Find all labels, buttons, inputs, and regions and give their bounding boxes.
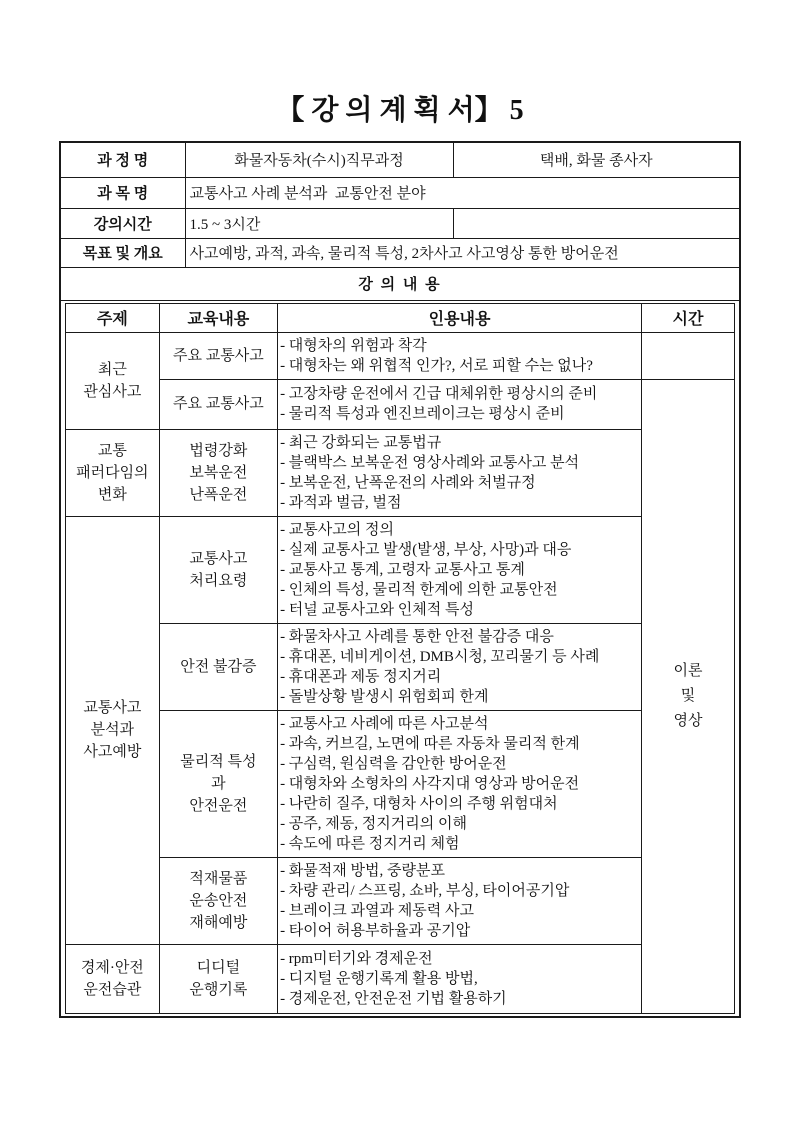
citation-cell: - 화물적재 방법, 중량분포 - 차량 관리/ 스프링, 쇼바, 부싱, 타이어공기압 - 브레이크 과열과 제동력 사고 - 타이어 허용부하율과 공기압 xyxy=(278,857,642,944)
table-row xyxy=(66,332,735,379)
education-cell: 주요 교통사고 xyxy=(159,379,277,429)
detail-header-row xyxy=(66,303,735,332)
citation-cell: - 화물차사고 사례를 통한 안전 불감증 대응 - 휴대폰, 네비게이션, DMB시청, 꼬리물기 등 사례 - 휴대폰과 제동 정지거리 - 돌발상황 발생시 위험회피 한계 xyxy=(278,623,642,710)
citation-header: 인용내용 xyxy=(278,303,642,332)
lecture-time-extra-cell xyxy=(453,208,740,238)
subject-name-value: 교통사고 사례 분석과 교통안전 분야 xyxy=(185,177,740,208)
citation-cell: - 교통사고 사례에 따른 사고분석 - 과속, 커브길, 노면에 따른 자동차 물리적 한계 - 구심력, 원심력을 감안한 방어운전 - 대형차와 소형차의 사각지대 영상과 방어운전 - 나란히 질주, 대형차 사이의 주행 위험대처 - 공주, 제동, 정지거리의 이해 - 속도에 따른 정지거리 체험 xyxy=(278,710,642,857)
table-row xyxy=(66,944,735,1013)
time-empty-cell xyxy=(642,332,735,379)
subject-name-row xyxy=(60,177,740,208)
education-cell: 주요 교통사고 xyxy=(159,332,277,379)
goal-overview-label: 목표 및 개요 xyxy=(60,238,185,267)
topic-cell-recent-accidents: 최근 관심사고 xyxy=(66,332,160,429)
lecture-time-row xyxy=(60,208,740,238)
lecture-content-header-row xyxy=(60,267,740,300)
citation-cell: - 교통사고의 정의 - 실제 교통사고 발생(발생, 부상, 사망)과 대응 - 교통사고 통계, 고령자 교통사고 통계 - 인체의 특성, 물리적 한계에 의한 교통안전 - 터널 교통사고와 인체적 특성 xyxy=(278,516,642,623)
education-cell: 디디털 운행기록 xyxy=(159,944,277,1013)
lecture-plan-table xyxy=(59,141,741,1018)
course-name-label: 과 정 명 xyxy=(60,142,185,177)
page-title: 【 강 의 계 획 서】 5 xyxy=(276,95,524,126)
topic-cell-accident-analysis: 교통사고 분석과 사고예방 xyxy=(66,516,160,944)
time-note-cell: 이론 및 영상 xyxy=(642,379,735,1013)
course-name-value: 화물자동차(수시)직무과정 xyxy=(185,142,453,177)
education-cell: 안전 불감증 xyxy=(159,623,277,710)
table-row xyxy=(66,379,735,429)
table-row xyxy=(66,710,735,857)
topic-header: 주제 xyxy=(66,303,160,332)
table-row xyxy=(66,623,735,710)
course-audience-value: 택배, 화물 종사자 xyxy=(453,142,740,177)
course-name-row xyxy=(60,142,740,177)
subject-name-label: 과 목 명 xyxy=(60,177,185,208)
time-header: 시간 xyxy=(642,303,735,332)
table-row xyxy=(66,429,735,516)
lecture-content-header: 강 의 내 용 xyxy=(60,267,740,300)
lecture-content-body-row xyxy=(60,300,740,1017)
table-row xyxy=(66,516,735,623)
topic-cell-traffic-paradigm: 교통 패러다임의 변화 xyxy=(66,429,160,516)
citation-cell: - 고장차량 운전에서 긴급 대체위한 평상시의 준비 - 물리적 특성과 엔진브레이크는 평상시 준비 xyxy=(278,379,642,429)
goal-overview-value: 사고예방, 과적, 과속, 물리적 특성, 2차사고 사고영상 통한 방어운전 xyxy=(185,238,740,267)
citation-cell: - 대형차의 위험과 착각 - 대형차는 왜 위협적 인가?, 서로 피할 수는 없나? xyxy=(278,332,642,379)
table-row xyxy=(66,857,735,944)
education-cell: 교통사고 처리요령 xyxy=(159,516,277,623)
lecture-time-value: 1.5 ~ 3시간 xyxy=(185,208,453,238)
education-header: 교육내용 xyxy=(159,303,277,332)
education-cell: 적재물품 운송안전 재해예방 xyxy=(159,857,277,944)
goal-overview-row xyxy=(60,238,740,267)
citation-cell: - 최근 강화되는 교통법규 - 블랙박스 보복운전 영상사례와 교통사고 분석 - 보복운전, 난폭운전의 사례와 처벌규정 - 과적과 벌금, 벌점 xyxy=(278,429,642,516)
citation-cell: - rpm미터기와 경제운전 - 디지털 운행기록계 활용 방법, - 경제운전, 안전운전 기법 활용하기 xyxy=(278,944,642,1013)
education-cell: 물리적 특성 과 안전운전 xyxy=(159,710,277,857)
education-cell: 법령강화 보복운전 난폭운전 xyxy=(159,429,277,516)
lecture-time-label: 강의시간 xyxy=(60,208,185,238)
topic-cell-economy-safety: 경제·안전 운전습관 xyxy=(66,944,160,1013)
lecture-content-cell xyxy=(60,300,740,1017)
content-detail-table xyxy=(65,303,735,1014)
